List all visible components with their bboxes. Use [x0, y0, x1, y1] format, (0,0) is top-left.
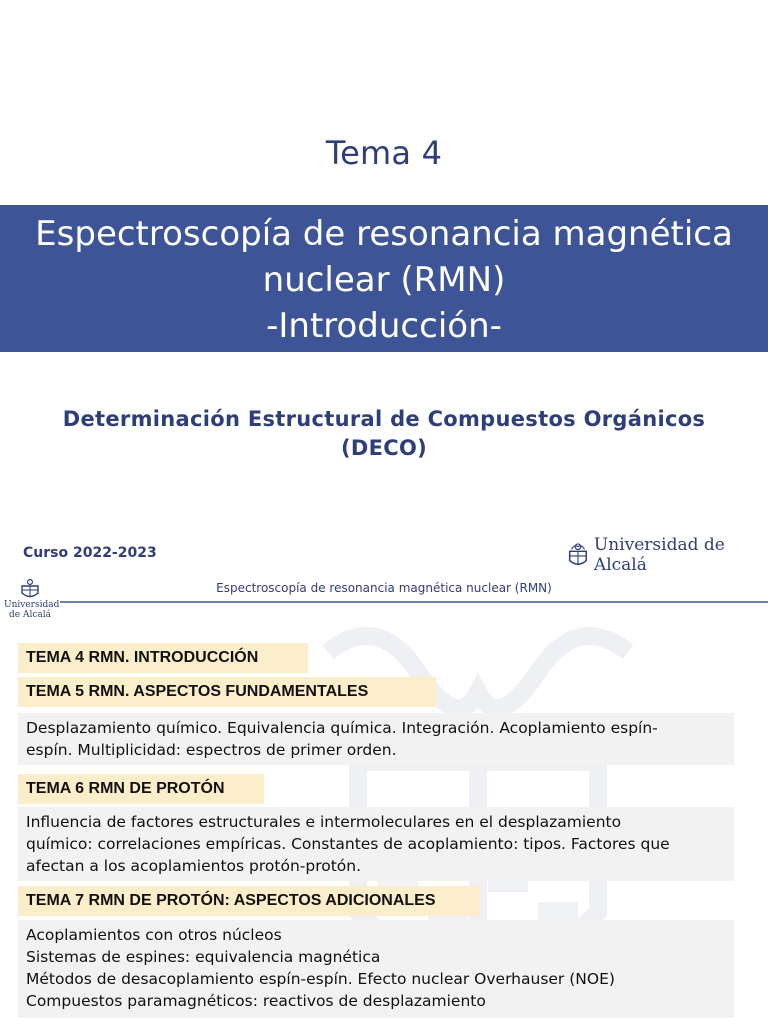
tema-5-content — [18, 713, 734, 765]
tema-6-line-1: Influencia de factores estructurales e intermoleculares en el desplazamiento — [26, 813, 622, 831]
course-year: Curso 2022-2023 — [23, 545, 157, 561]
tema-5-line-2: espín. Multiplicidad: espectros de primer orden. — [26, 741, 397, 759]
subtitle-line-1: Determinación Estructural de Compuestos Orgánicos — [62, 407, 706, 431]
banner-line-3: -Introducción- — [266, 306, 502, 346]
tema-5-line-1: Desplazamiento químico. Equivalencia química. Integración. Acoplamiento espín- — [26, 719, 658, 737]
tema-6-content — [18, 807, 734, 881]
course-subtitle — [0, 405, 768, 463]
tema-7-line-2: Sistemas de espines: equivalencia magnética — [26, 948, 381, 966]
banner-line-1: Espectroscopía de resonancia magnética — [35, 214, 733, 254]
tema-4-heading: TEMA 4 RMN. INTRODUCCIÓN — [18, 643, 308, 673]
tema-6-line-2: químico: correlaciones empíricas. Constantes de acoplamiento: tipos. Factores que — [26, 835, 670, 853]
university-name: Universidad de Alcalá — [593, 535, 725, 575]
subtitle-line-2: (DECO) — [340, 436, 428, 460]
tema-7-line-3: Métodos de desacoplamiento espín-espín. Efecto nuclear Overhauser (NOE) — [26, 970, 615, 988]
header-divider — [60, 601, 768, 603]
logo-line-2: de Alcalá — [9, 610, 51, 620]
title-banner — [0, 205, 768, 352]
university-crest-icon — [566, 541, 590, 569]
tema-7-line-1: Acoplamientos con otros núcleos — [26, 926, 282, 944]
banner-line-2: nuclear (RMN) — [262, 260, 506, 300]
slide-header: Espectroscopía de resonancia magnética nuclear (RMN) — [216, 581, 552, 595]
tema-7-content — [18, 920, 734, 1018]
logo-line-1: Universidad — [4, 600, 60, 610]
syllabus-slide — [0, 576, 768, 1024]
tema-5-heading: TEMA 5 RMN. ASPECTOS FUNDAMENTALES — [18, 677, 436, 707]
tema-7-heading: TEMA 7 RMN DE PROTÓN: ASPECTOS ADICIONALES — [18, 886, 480, 916]
tema-6-heading: TEMA 6 RMN DE PROTÓN — [18, 774, 264, 804]
university-logo — [566, 535, 768, 575]
tema-6-line-3: afectan a los acoplamientos protón-protón. — [26, 857, 362, 875]
tema-7-line-4: Compuestos paramagnéticos: reactivos de desplazamiento — [26, 992, 486, 1010]
tema-title: Tema 4 — [325, 134, 443, 172]
